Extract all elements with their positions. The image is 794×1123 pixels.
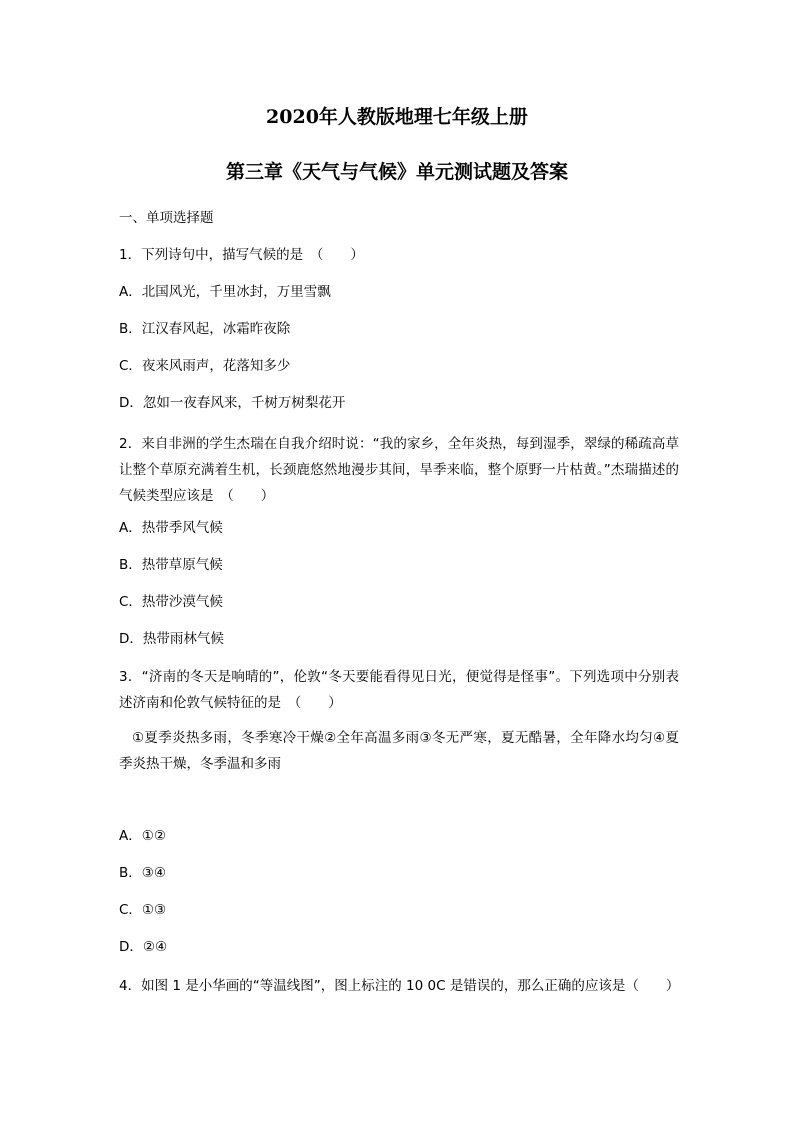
question-1-stem: 1．下列诗句中，描写气候的是 （ ）: [119, 247, 364, 263]
question-1-option-d: D．忽如一夜春风来，千树万树梨花开: [119, 395, 346, 411]
question-2-option-b: B．热带草原气候: [119, 557, 223, 573]
document-title: 2020年人教版地理七年级上册: [266, 106, 528, 128]
question-2-option-a: A．热带季风气候: [119, 520, 223, 536]
question-2-stem: 2．来自非洲的学生杰瑞在自我介绍时说：“我的家乡，全年炎热，每到湿季，翠绿的稀疏高草让整个草原充满着生机，长颈鹿悠然地漫步其间，旱季来临，整个原野一片枯黄。”杰瑞描述的气候类型应该是 （ ）: [119, 436, 679, 504]
question-4-stem: 4．如图 1 是小华画的“等温线图”，图上标注的 10 0C 是错误的，那么正确的应该是（ ）: [119, 978, 680, 994]
question-2-option-d: D．热带雨林气候: [119, 631, 224, 647]
question-1-option-a: A．北国风光，千里冰封，万里雪飘: [119, 284, 331, 300]
question-3-option-a: A．①②: [119, 828, 166, 844]
question-1-option-b: B．江汉春风起，冰霜昨夜除: [119, 321, 291, 337]
question-3-option-c: C．①③: [119, 902, 167, 918]
question-3-option-b: B．③④: [119, 865, 166, 881]
question-3-stem: 3．“济南的冬天是响晴的”，伦敦“冬天要能看得见日光，便觉得是怪事”。下列选项中分别表述济南和伦敦气候特征的是 （ ）: [119, 669, 679, 711]
question-3-statements: ①夏季炎热多雨，冬季寒冷干燥②全年高温多雨③冬无严寒，夏无酷暑，全年降水均匀④夏季炎热干燥，冬季温和多雨: [119, 730, 679, 772]
question-2-option-c: C．热带沙漠气候: [119, 594, 223, 610]
question-3-option-d: D．②④: [119, 939, 168, 955]
section-heading: 一、单项选择题: [119, 210, 214, 226]
document-subtitle: 第三章《天气与气候》单元测试题及答案: [225, 161, 568, 183]
question-1-option-c: C．夜来风雨声，花落知多少: [119, 358, 291, 374]
